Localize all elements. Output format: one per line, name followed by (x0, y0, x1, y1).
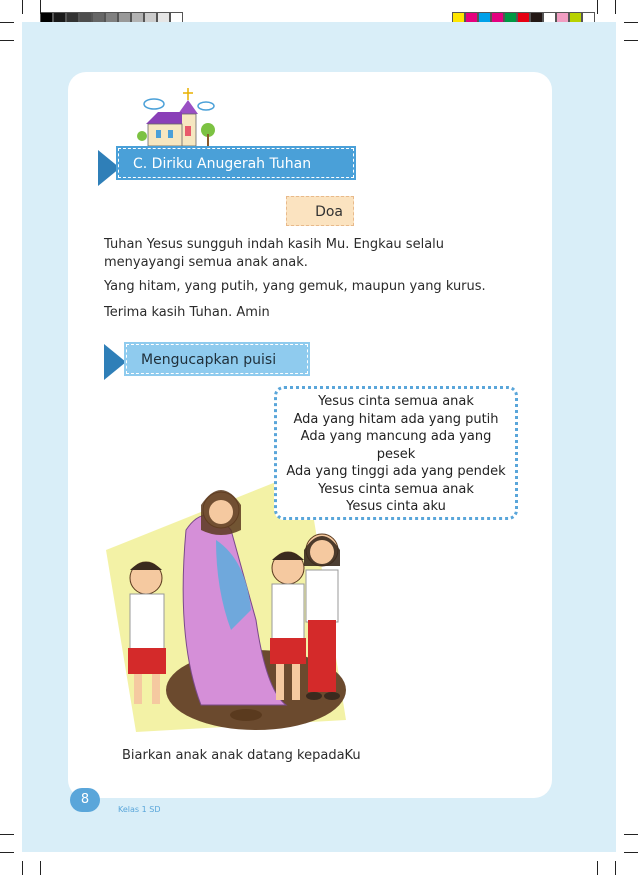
prayer-label: Doa (286, 196, 354, 226)
crop-mark (0, 852, 14, 853)
crop-mark (22, 861, 23, 875)
crop-mark (0, 834, 14, 835)
poem-line: Yesus cinta semua anak (318, 481, 474, 497)
crop-mark (0, 22, 14, 23)
crop-mark (597, 861, 598, 875)
section-heading: C. Diriku Anugerah Tuhan (118, 148, 354, 178)
crop-mark (624, 22, 638, 23)
poem-ribbon-tail (104, 344, 126, 380)
poem-line: Ada yang tinggi ada yang pendek (286, 464, 506, 479)
page-number: 8 (70, 788, 100, 812)
poem-heading: Mengucapkan puisi (126, 344, 308, 374)
prayer-line: Tuhan Yesus sungguh indah kasih Mu. Engkau selalu (104, 237, 445, 252)
crop-mark (597, 0, 598, 14)
poem-line: Ada yang hitam ada yang putih (293, 411, 499, 427)
crop-mark (40, 0, 41, 14)
prayer-line: Yang hitam, yang putih, yang gemuk, maupun yang kurus. (104, 279, 486, 294)
poem-line: Yesus cinta semua anak (318, 394, 474, 409)
crop-mark (615, 0, 616, 14)
crop-mark (615, 861, 616, 875)
poem-line: Ada yang mancung ada yang (300, 429, 492, 444)
crop-mark (0, 40, 14, 41)
section-ribbon-tail (98, 150, 120, 186)
poem-line: Yesus cinta aku (346, 499, 446, 514)
poem-box (274, 386, 518, 520)
church-icon (132, 86, 222, 156)
crop-mark (624, 40, 638, 41)
prayer-line: Terima kasih Tuhan. Amin (104, 305, 270, 320)
crop-mark (624, 852, 638, 853)
crop-mark (624, 834, 638, 835)
grade-label: Kelas 1 SD (118, 805, 161, 814)
poem-line: pesek (376, 446, 416, 462)
crop-mark (22, 0, 23, 14)
crop-mark (40, 861, 41, 875)
illustration-caption: Biarkan anak anak datang kepadaKu (122, 748, 361, 763)
prayer-line: menyayangi semua anak anak. (104, 255, 308, 270)
